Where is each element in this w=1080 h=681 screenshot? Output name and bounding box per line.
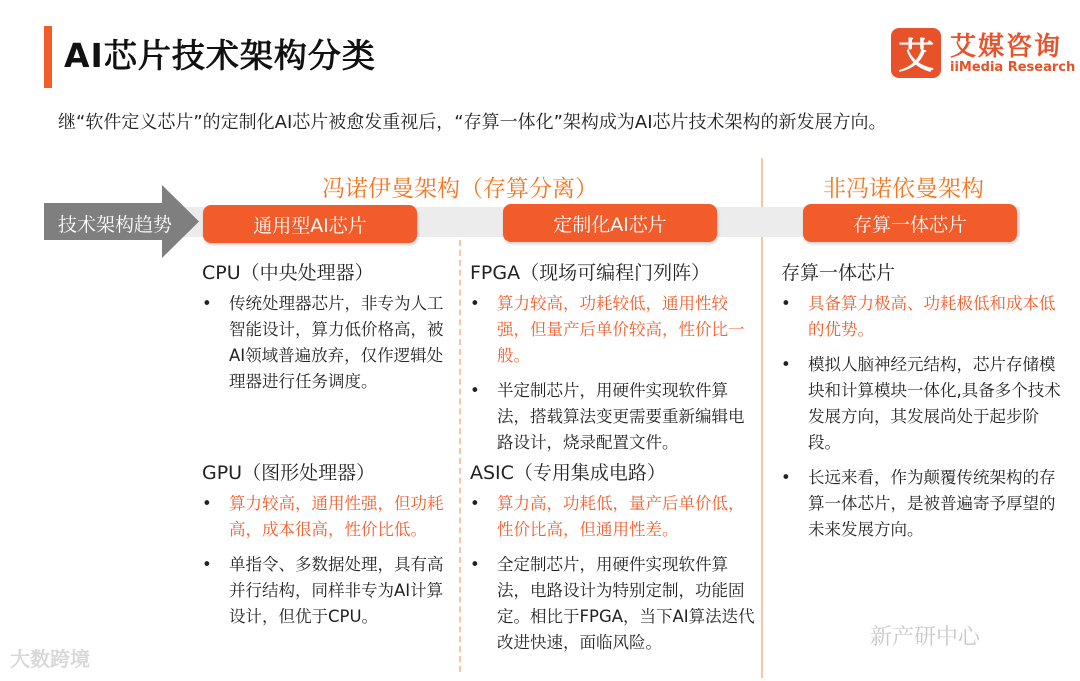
bullet-item-highlight: • 具备算力极高、功耗极低和成本低的优势。 <box>781 291 1061 343</box>
bullet-item: • 半定制芯片，用硬件实现软件算法，搭载算法变更需要重新编辑电路设计，烧录配置文件。 <box>470 378 756 456</box>
page-title: AI芯片技术架构分类 <box>64 36 376 75</box>
bullet-list-cim <box>781 291 1061 543</box>
bullet-item: • 传统处理器芯片，非专为人工智能设计，算力低价格高，被AI领域普遍放弃，仅作逻辑处理器进行任务调度。 <box>202 291 452 395</box>
bullet-item: • 全定制芯片，用硬件实现软件算法，电路设计为特别定制，功能固定。相比于FPGA，当下AI算法迭代改进快速，面临风险。 <box>470 552 756 656</box>
bullet-list-cpu <box>202 291 452 395</box>
chip-title-fpga: FPGA（现场可编程门列阵） <box>470 262 711 284</box>
bullet-item: • 长远来看，作为颠覆传统架构的存算一体芯片，是被普遍寄予厚望的未来发展方向。 <box>781 465 1061 543</box>
column-divider-dashed <box>459 240 461 672</box>
brand-name-en: iiMedia Research <box>950 60 1076 75</box>
stage-compute-in-memory-chip: 存算一体芯片 <box>803 204 1017 242</box>
column-gpu <box>202 458 452 639</box>
chip-title-gpu: GPU（图形处理器） <box>202 462 376 484</box>
bullet-item-highlight: • 算力高，功耗低，量产后单价低，性价比高，但通用性差。 <box>470 491 756 543</box>
stage-general-ai-chip: 通用型AI芯片 <box>203 205 417 243</box>
section-non-von-neumann-title: 非冯诺依曼架构 <box>823 176 984 202</box>
bullet-item-highlight: • 算力较高，通用性强，但功耗高，成本很高，性价比低。 <box>202 491 452 543</box>
bullet-item-highlight: • 算力较高，功耗较低，通用性较强，但量产后单价较高，性价比一般。 <box>470 291 756 369</box>
watermark-right: 新产研中心 <box>870 625 981 650</box>
section-von-neumann-title: 冯诺伊曼架构（存算分离） <box>322 176 598 202</box>
bullet-list-asic <box>470 491 756 656</box>
stage-custom-ai-chip: 定制化AI芯片 <box>503 204 717 242</box>
chip-title-cim: 存算一体芯片 <box>781 262 896 284</box>
brand-logo-icon: 艾 <box>891 28 941 78</box>
brand-name-cn: 艾媒咨询 <box>950 32 1063 62</box>
trend-arrow-label: 技术架构趋势 <box>58 214 173 236</box>
column-fpga <box>470 258 756 465</box>
chip-title-asic: ASIC（专用集成电路） <box>470 462 666 484</box>
bullet-item: • 单指令、多数据处理，具有高并行结构，同样非专为AI计算设计，但优于CPU。 <box>202 552 452 630</box>
title-accent-bar <box>44 26 52 88</box>
column-asic <box>470 458 756 665</box>
bullet-item: • 模拟人脑神经元结构，芯片存储模块和计算模块一体化,具备多个技术发展方向，其发展尚处于起步阶段。 <box>781 352 1061 456</box>
chip-title-cpu: CPU（中央处理器） <box>202 262 374 284</box>
page-subtitle: 继“软件定义芯片”的定制化AI芯片被愈发重视后，“存算一体化”架构成为AI芯片技术架构的新发展方向。 <box>58 112 887 133</box>
bullet-list-gpu <box>202 491 452 630</box>
bullet-list-fpga <box>470 291 756 456</box>
column-compute-in-memory <box>781 258 1061 552</box>
watermark-left: 大数跨境 <box>10 647 90 671</box>
column-cpu <box>202 258 452 404</box>
